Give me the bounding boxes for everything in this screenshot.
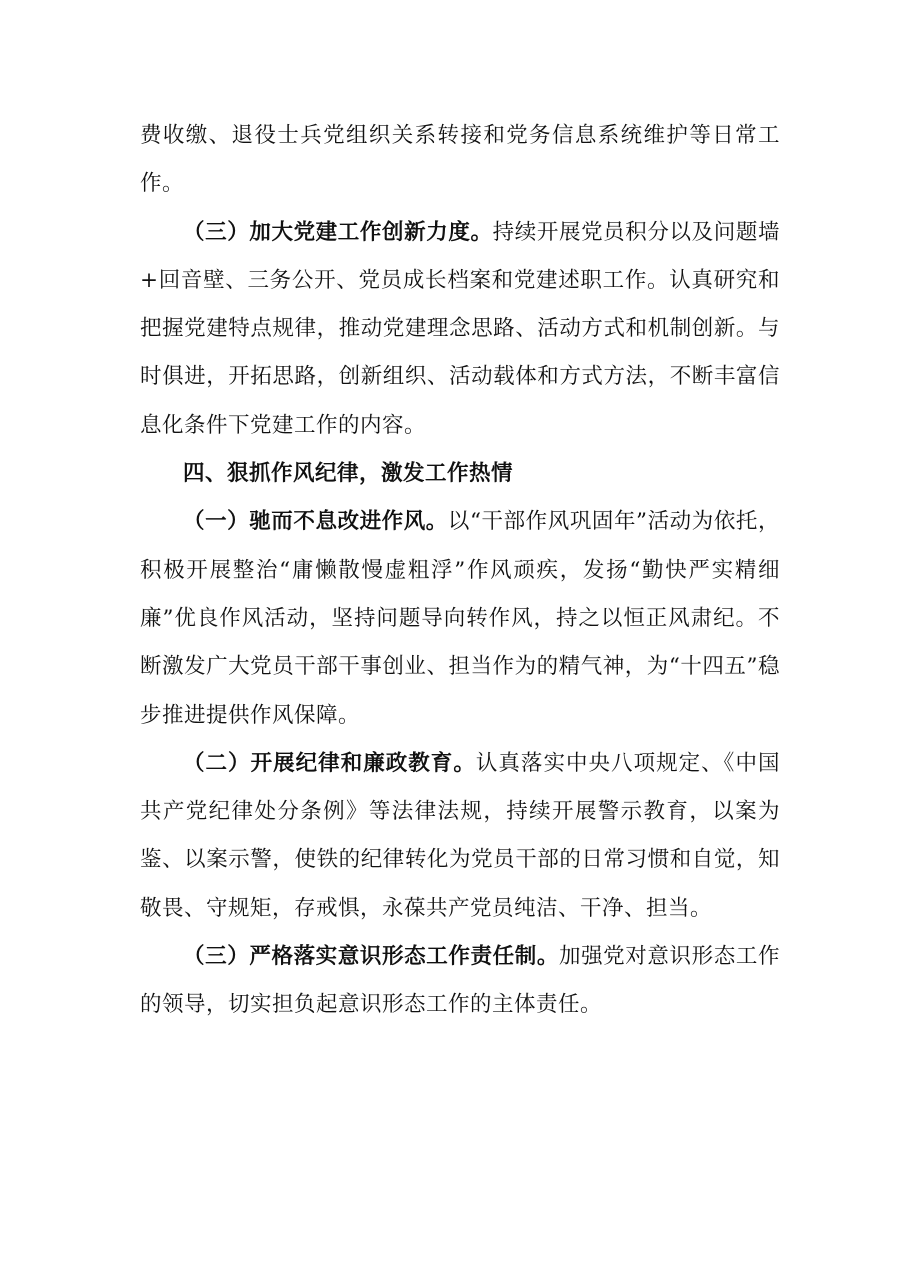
paragraph-improve-work-style: [140, 498, 780, 739]
paragraph-body: 认真落实中央八项规定、《中国共产党纪律处分条例》等法律法规，持续开展警示教育，以案为鉴、以案示警，使铁的纪律转化为党员干部的日常习惯和自觉，知敬畏、守规矩，存戒惧，永葆共产党员纯洁、干净、担当。: [140, 750, 780, 921]
paragraph-heading: （二）开展纪律和廉政教育。: [183, 750, 476, 776]
paragraph-continuation: [140, 112, 780, 209]
paragraph-discipline-education: [140, 740, 780, 933]
paragraph-heading: （三）严格落实意识形态工作责任制。: [183, 944, 559, 970]
section-heading-four: 四、狠抓作风纪律，激发工作热情: [183, 461, 514, 487]
paragraph-party-building-innovation: [140, 209, 780, 450]
paragraph-ideology-responsibility: [140, 933, 780, 1030]
document-page: [140, 112, 780, 1030]
paragraph-heading: （三）加大党建工作创新力度。: [183, 219, 493, 245]
paragraph-body: 费收缴、退役士兵党组织关系转接和党务信息系统维护等日常工作。: [140, 123, 780, 197]
paragraph-heading: （一）驰而不息改进作风。: [183, 509, 448, 535]
paragraph-body: 加强党对意识形态工作的领导，切实担负起意识形态工作的主体责任。: [140, 944, 780, 1018]
paragraph-body: 持续开展党员积分以及问题墙+回音壁、三务公开、党员成长档案和党建述职工作。认真研究和把握党建特点规律，推动党建理念思路、活动方式和机制创新。与时俱进，开拓思路，创新组织、活动载体和方式方法，不断丰富信息化条件下党建工作的内容。: [140, 219, 780, 438]
paragraph-body: 以“干部作风巩固年”活动为依托，积极开展整治“庸懒散慢虚粗浮”作风顽疾，发扬“勤快严实精细廉”优良作风活动，坚持问题导向转作风，持之以恒正风肃纪。不断激发广大党员干部干事创业、担当作为的精气神，为“十四五”稳步推进提供作风保障。: [140, 509, 780, 728]
